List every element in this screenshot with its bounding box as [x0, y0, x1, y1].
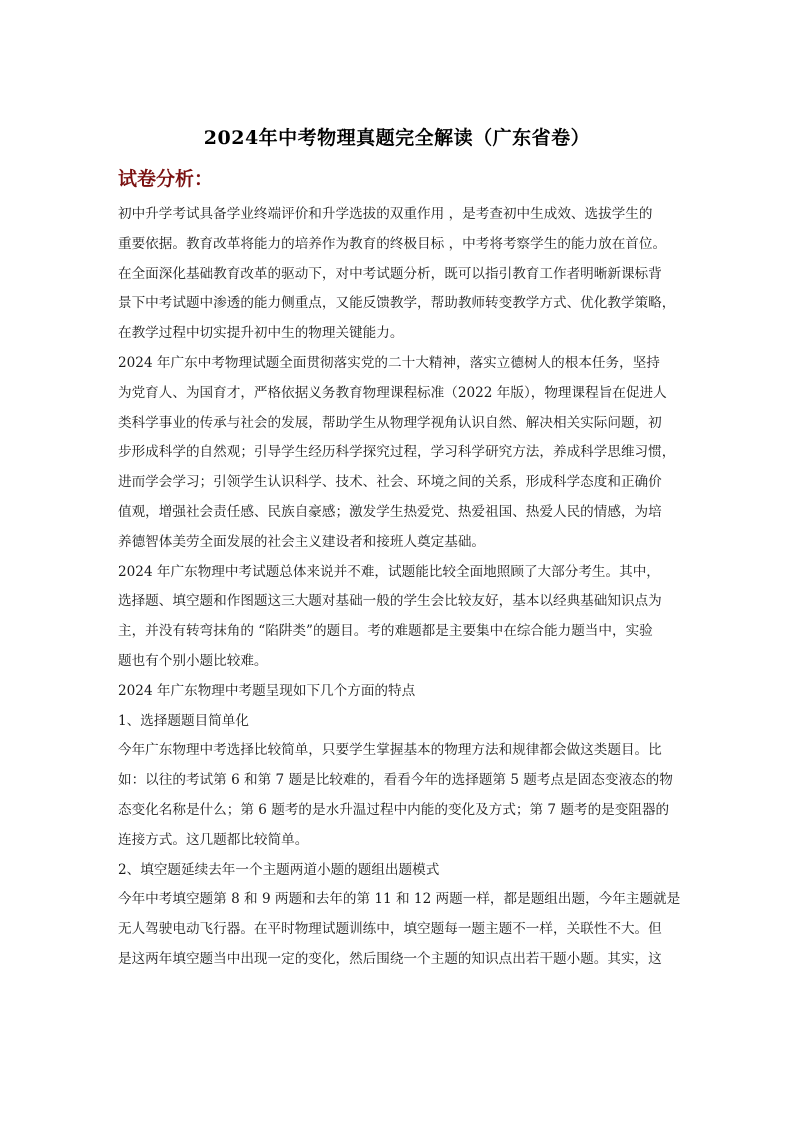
text-line: 无人驾驶电动飞行器。在平时物理试题训练中，填空题每一题主题不一样，关联性不大。但 [118, 921, 662, 938]
text-line: 进而学会学习；引领学生认识科学、技术、社会、环境之间的关系，形成科学态度和正确价 [118, 474, 662, 491]
text-line: 2024 年广东中考物理试题全面贯彻落实党的二十大精神，落实立德树人的根本任务，坚持 [118, 354, 660, 371]
text-line: 为党育人、为国育才，严格依据义务教育物理课程标准（2022 年版），物理课程旨在促进人 [118, 384, 667, 401]
body-text [118, 200, 690, 975]
section-heading-analysis: 试卷分析： [118, 168, 214, 190]
text-line: 景下中考试题中渗透的能力侧重点，又能反馈教学，帮助教师转变教学方式、优化教学策略， [118, 295, 676, 312]
text-line: 如：以往的考试第 6 和第 7 题是比较难的，看看今年的选择题第 5 题考点是固态变液态的物 [118, 772, 673, 789]
text-line: 初中升学考试具备学业终端评价和升学选拔的双重作用 ，是考查初中生成效、选拔学生的 [118, 206, 653, 222]
text-line: 2024 年广东物理中考题呈现如下几个方面的特点 [118, 682, 416, 699]
text-line: 今年中考填空题第 8 和 9 两题和去年的第 11 和 12 两题一样，都是题组出题，今年主题就是 [118, 891, 681, 908]
text-line: 步形成科学的自然观；引导学生经历科学探究过程，学习科学研究方法，养成科学思维习惯， [118, 444, 676, 461]
text-line: 在全面深化基础教育改革的驱动下，对中考试题分析，既可以指引教育工作者明晰新课标背 [118, 265, 662, 282]
text-line: 态变化名称是什么；第 6 题考的是水升温过程中内能的变化及方式；第 7 题考的是变阻器的 [118, 801, 670, 818]
text-line: 养德智体美劳全面发展的社会主义建设者和接班人奠定基础。 [118, 533, 486, 550]
document-title: 2024年中考物理真题完全解读（广东省卷） [203, 127, 591, 149]
text-line: 类科学事业的传承与社会的发展，帮助学生从物理学视角认识自然、解决相关实际问题，初 [118, 414, 662, 431]
list-heading: 2、填空题延续去年一个主题两道小题的题组出题模式 [118, 861, 440, 878]
text-line: 在教学过程中切实提升初中生的物理关键能力。 [118, 325, 404, 342]
text-line: 2024 年广东物理中考试题总体来说并不难，试题能比较全面地照顾了大部分考生。其中， [118, 563, 660, 580]
text-line: 题也有个别小题比较难。 [118, 652, 268, 669]
text-line: 选择题、填空题和作图题这三大题对基础一般的学生会比较友好，基本以经典基础知识点为 [118, 593, 662, 610]
text-line: 重要依据。教育改革将能力的培养作为教育的终极目标 ，中考将考察学生的能力放在首位。 [118, 235, 667, 252]
text-line: 主，并没有转弯抹角的 “陷阱类”的题目。考的难题都是主要集中在综合能力题当中，实验 [118, 623, 653, 640]
text-line: 今年广东物理中考选择比较简单，只要学生掌握基本的物理方法和规律都会做这类题目。比 [118, 742, 662, 759]
list-heading: 1、选择题题目简单化 [118, 712, 249, 729]
text-line: 连接方式。这几题都比较简单。 [118, 831, 309, 848]
text-line: 是这两年填空题当中出现一定的变化，然后围绕一个主题的知识点出若干题小题。其实，这 [118, 950, 662, 967]
text-line: 值观，增强社会责任感、民族自豪感；激发学生热爱党、热爱祖国、热爱人民的情感，为培 [118, 503, 662, 520]
